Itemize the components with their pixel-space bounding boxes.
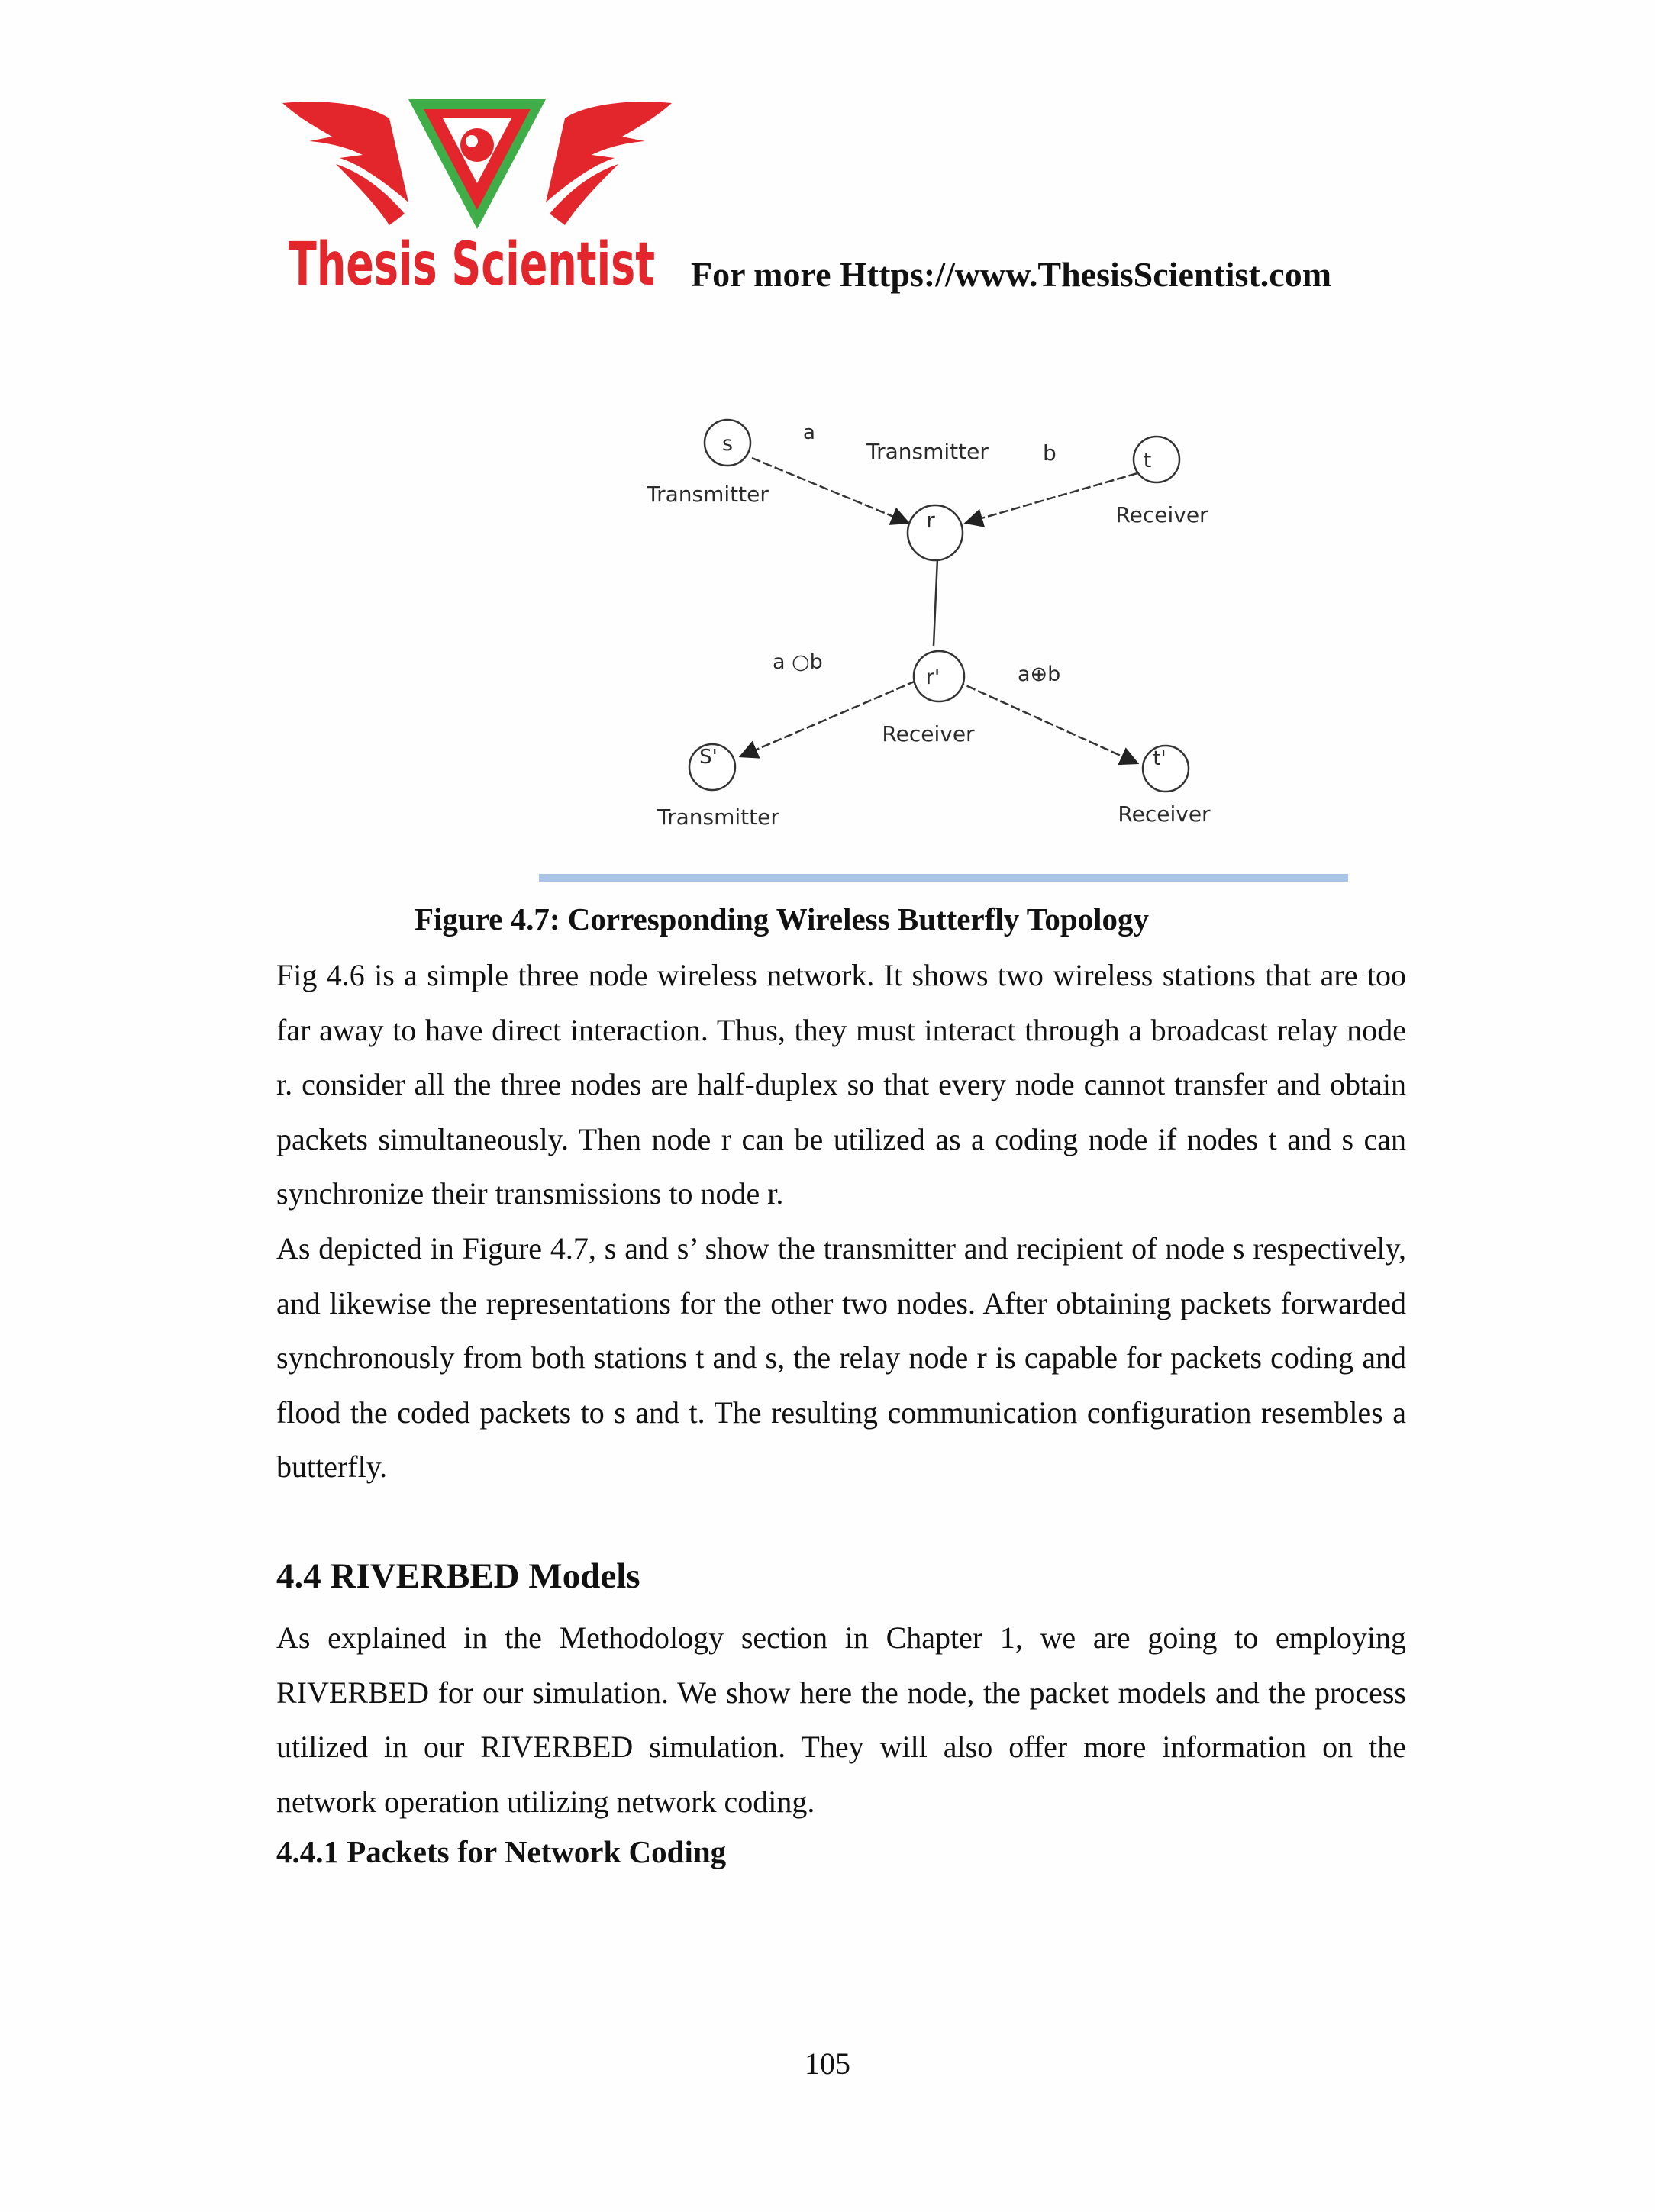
thesis-scientist-logo: [275, 88, 679, 301]
edge-t-r: [966, 473, 1137, 523]
svg-text:Transmitter: Transmitter: [866, 439, 989, 464]
edge-label-b: b: [1043, 440, 1057, 466]
svg-text:Receiver: Receiver: [1115, 502, 1208, 527]
page-number: 105: [805, 2046, 850, 2081]
node-r-prime: [882, 651, 975, 746]
node-s-prime: [657, 744, 779, 830]
svg-text:Thesis Scientist: Thesis Scientist: [289, 231, 655, 299]
figure-caption: Figure 4.7: Corresponding Wireless Butterfly Topology: [414, 901, 1150, 937]
edge-label-left-op: a ○b: [773, 650, 823, 674]
svg-text:Receiver: Receiver: [882, 721, 975, 746]
edge-s-r: [752, 458, 908, 523]
edge-label-right-op: a⊕b: [1018, 663, 1061, 686]
subsection-heading: 4.4.1 Packets for Network Coding: [276, 1834, 727, 1869]
svg-text:r': r': [925, 666, 940, 689]
body-paragraph-1: Fig 4.6 is a simple three node wireless network. It shows two wireless stations that are too far away to have direct interaction. Thus, they must interact through a broadcast relay node r. consider all the three nodes are half-duplex so that every node cannot transfer and obtain packets simultaneously. Then node r can be utilized as a coding node if nodes t and s can synchronize their transmissions to node r.: [276, 958, 1406, 1211]
edge-rprime-tprime: [956, 681, 1137, 763]
svg-text:t': t': [1153, 747, 1166, 770]
svg-text:s: s: [721, 432, 734, 456]
svg-text:Transmitter: Transmitter: [647, 482, 769, 507]
body-paragraph-3: As explained in the Methodology section in Chapter 1, we are going to employing RIVERBED for our simulation. We show here the node, the packet models and the process utilized in our RIVERBED simulation. They will also offer more information on the network operation utilizing network coding.: [276, 1620, 1406, 1819]
node-t-prime: [1118, 746, 1211, 827]
figure-rule: [539, 874, 1348, 882]
body-paragraph-2: As depicted in Figure 4.7, s and s’ show the transmitter and recipient of node s respectively, and likewise the representations for the other two nodes. After obtaining packets forwarded synchronously from both stations t and s, the relay node r is capable for packets coding and flood the coded packets to s and t. The resulting communication configuration resembles a butterfly.: [276, 1231, 1406, 1484]
edge-label-a: a: [803, 421, 815, 444]
edge-r-rprime: [934, 559, 937, 646]
node-s: [646, 420, 769, 507]
section-heading: 4.4 RIVERBED Models: [276, 1556, 640, 1596]
svg-text:S': S': [699, 746, 718, 769]
node-t: [1115, 437, 1208, 527]
svg-text:r: r: [926, 508, 935, 533]
website-link[interactable]: For more Https://www.ThesisScientist.com: [691, 255, 1332, 294]
butterfly-topology-figure: [534, 397, 1359, 885]
svg-text:Receiver: Receiver: [1118, 801, 1211, 827]
svg-text:t: t: [1143, 449, 1152, 472]
node-r: [866, 439, 989, 560]
svg-text:Transmitter: Transmitter: [657, 805, 779, 830]
